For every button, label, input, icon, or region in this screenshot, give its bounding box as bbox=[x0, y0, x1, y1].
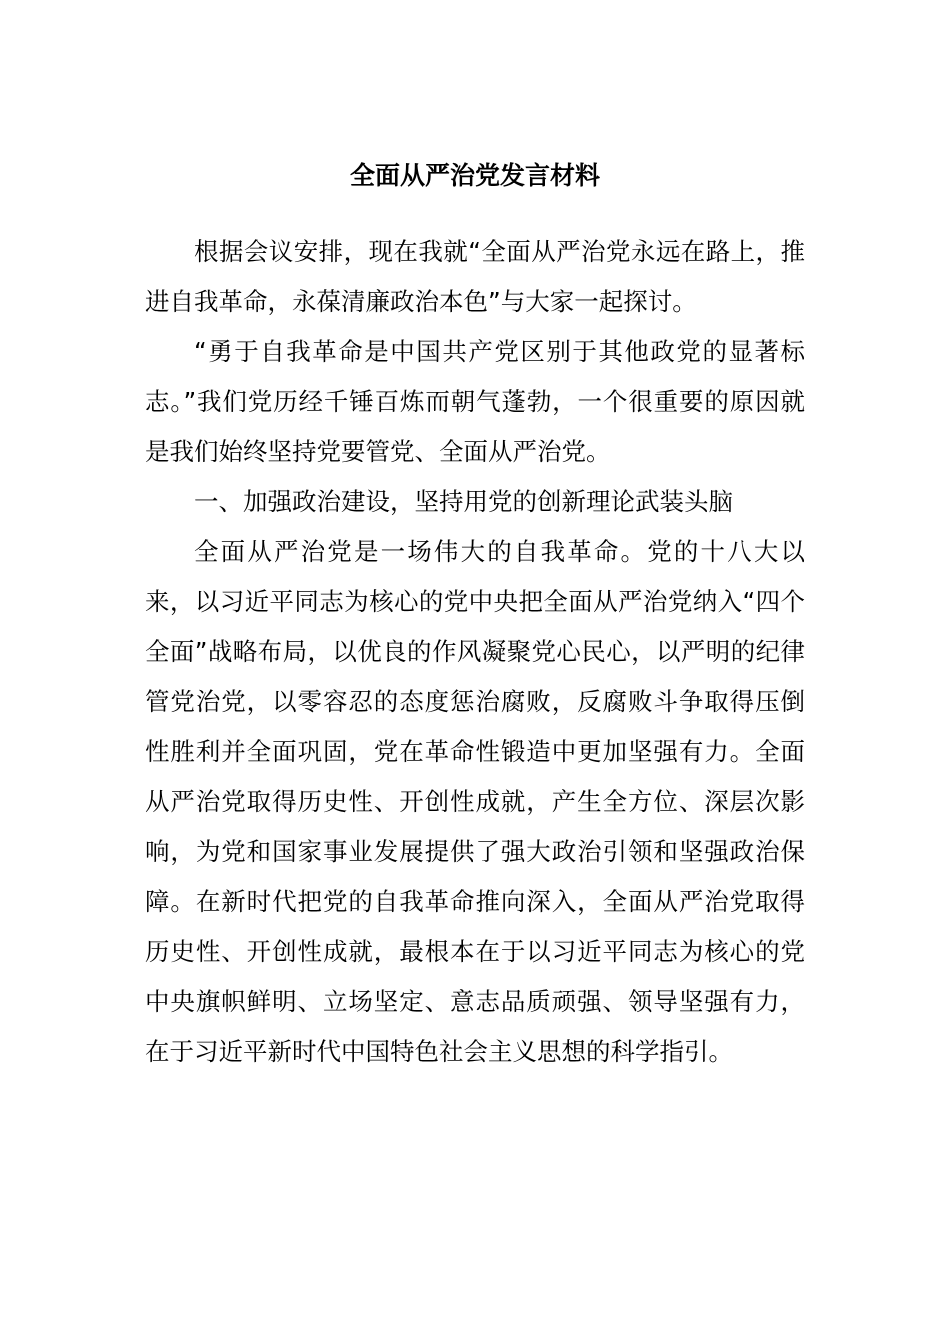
section-paragraph: 全面从严治党是一场伟大的自我革命。党的十八大以来，以习近平同志为核心的党中央把全面从严治党纳入“四个全面”战略布局，以优良的作风凝聚党心民心，以严明的纪律管党治党，以零容忍的态度惩治腐败，反腐败斗争取得压倒性胜利并全面巩固，党在革命性锻造中更加坚强有力。全面从严治党取得历史性、开创性成就，产生全方位、深层次影响，为党和国家事业发展提供了强大政治引领和坚强政治保障。在新时代把党的自我革命推向深入，全面从严治党取得历史性、开创性成就，最根本在于以习近平同志为核心的党中央旗帜鲜明、立场坚定、意志品质顽强、领导坚强有力，在于习近平新时代中国特色社会主义思想的科学指引。 bbox=[145, 537, 805, 1066]
document-title: 全面从严治党发言材料 bbox=[349, 161, 600, 190]
section-heading: 一、加强政治建设，坚持用党的创新理论武装头脑 bbox=[194, 487, 733, 516]
paragraph-quote: “勇于自我革命是中国共产党区别于其他政党的显著标志。”我们党历经千锤百炼而朝气蓬勃，一个很重要的原因就是我们始终坚持党要管党、全面从严治党。 bbox=[145, 337, 805, 466]
document-body bbox=[145, 227, 805, 1077]
paragraph-intro: 根据会议安排，现在我就“全面从严治党永远在路上，推进自我革命，永葆清廉政治本色”与大家一起探讨。 bbox=[145, 237, 805, 316]
